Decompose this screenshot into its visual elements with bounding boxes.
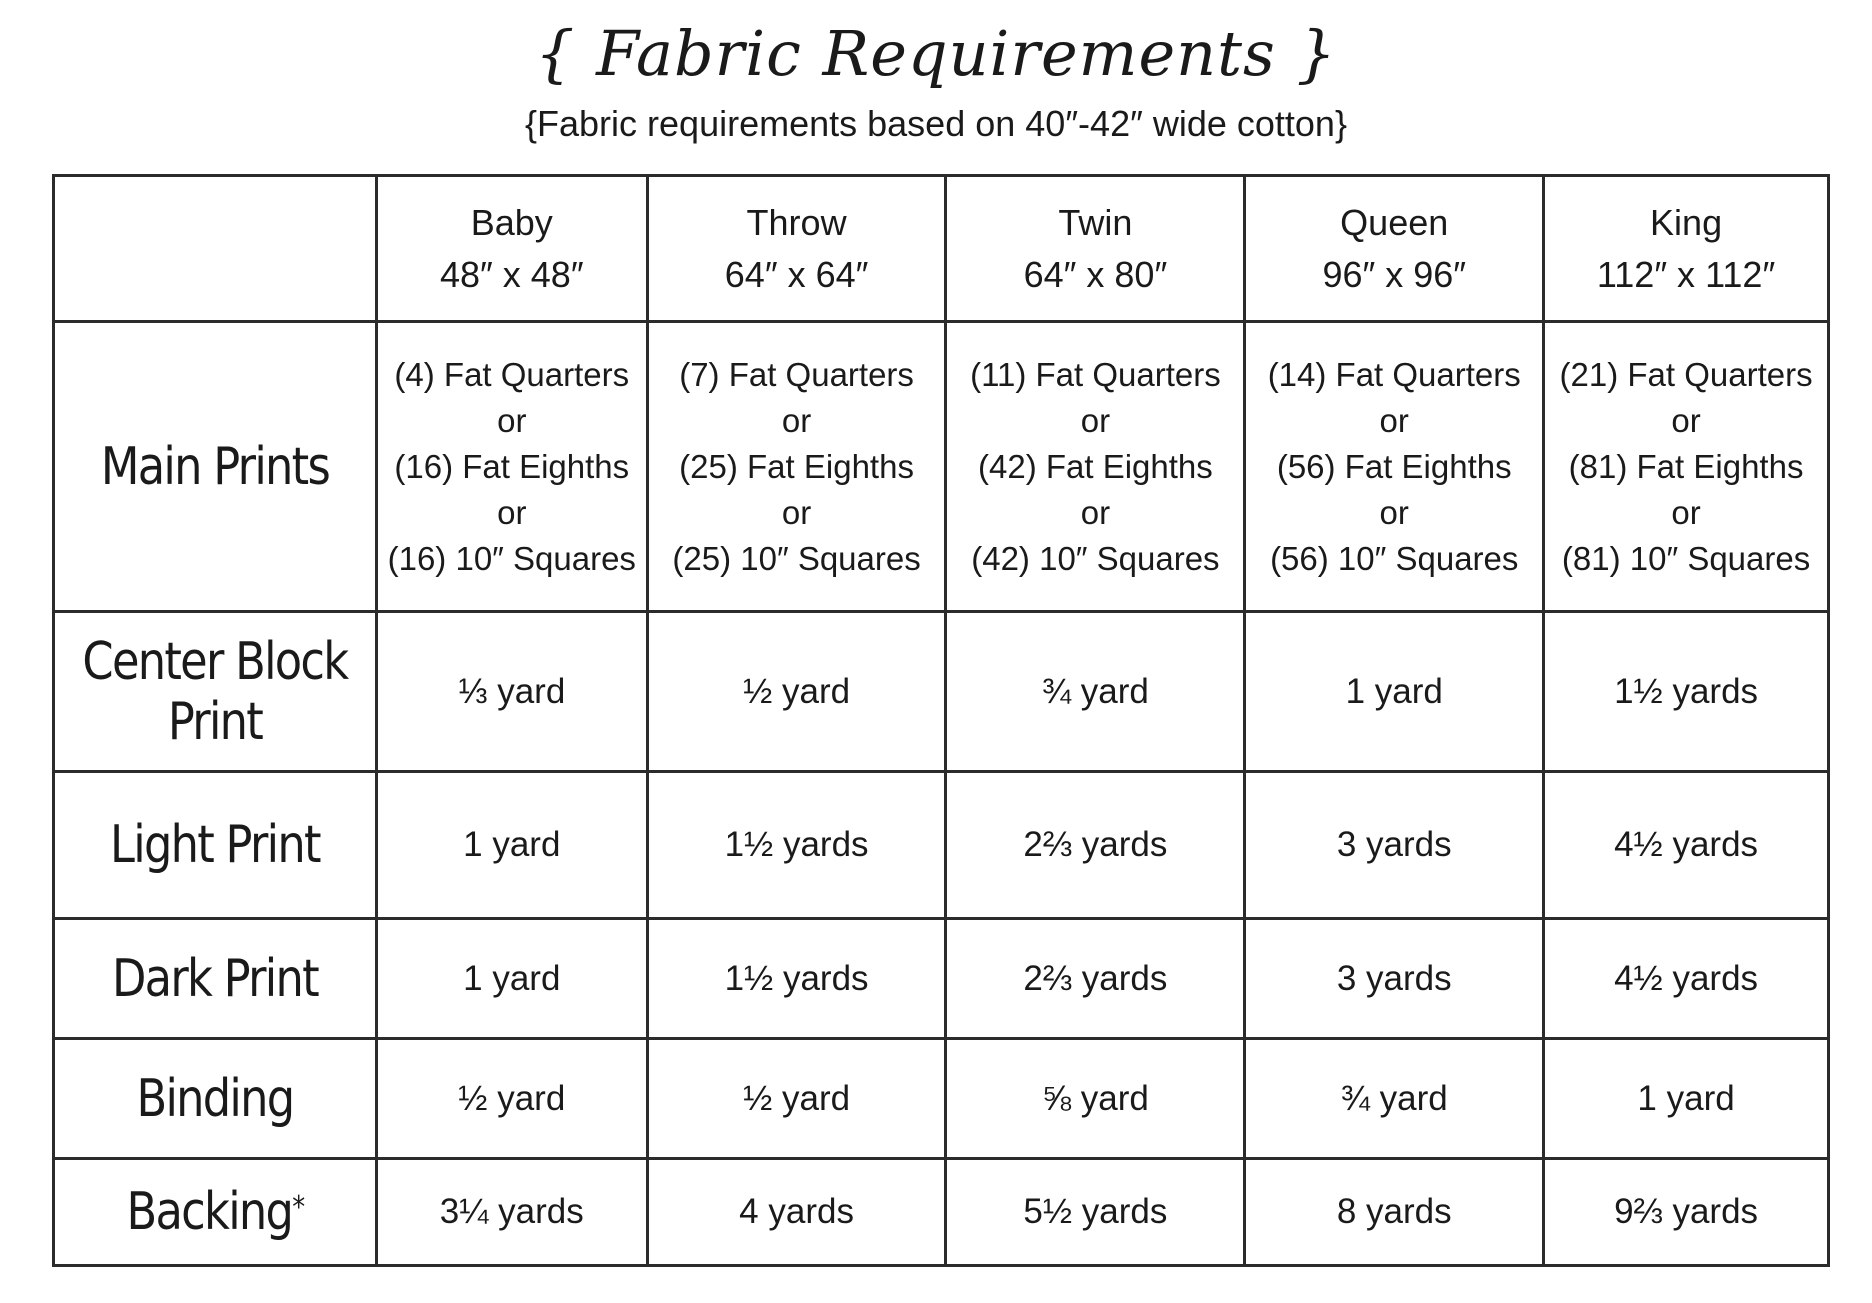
cell-line: (16) Fat Eighths <box>394 447 630 485</box>
main-prints-baby <box>376 322 647 612</box>
cell-line: (81) 10″ Squares <box>1561 539 1811 577</box>
asterisk-footnote-marker: * <box>292 1190 304 1225</box>
size-name: Throw <box>746 201 847 243</box>
row-label-line: Center Block <box>82 631 348 692</box>
binding-baby: ½ yard <box>376 1039 647 1159</box>
cell-line: (25) Fat Eighths <box>679 447 914 485</box>
table-header-row <box>54 176 1829 322</box>
size-name: King <box>1650 201 1723 243</box>
size-dims: 112″ x 112″ <box>1596 253 1776 295</box>
dark-print-twin: 2⅔ yards <box>946 919 1245 1039</box>
row-label-backing <box>77 1182 352 1242</box>
size-name: Baby <box>470 201 553 243</box>
page-title: { Fabric Requirements } <box>535 17 1337 90</box>
cell-line: or <box>781 401 812 439</box>
backing-queen: 8 yards <box>1245 1159 1544 1266</box>
header-size-throw <box>647 176 946 322</box>
binding-throw: ½ yard <box>647 1039 946 1159</box>
cell-line: (21) Fat Quarters <box>1559 355 1813 393</box>
backing-king: 9⅔ yards <box>1544 1159 1829 1266</box>
center-block-king: 1½ yards <box>1544 612 1829 772</box>
backing-throw: 4 yards <box>647 1159 946 1266</box>
dark-print-baby: 1 yard <box>376 919 647 1039</box>
header-size-baby <box>376 176 647 322</box>
row-label-cell <box>54 772 377 919</box>
header-size-king <box>1544 176 1829 322</box>
cell-line: (11) Fat Quarters <box>970 355 1221 393</box>
cell-line: (81) Fat Eighths <box>1568 447 1804 485</box>
page-subtitle: {Fabric requirements based on 40″-42″ wide cotton} <box>525 103 1347 144</box>
cell-line: or <box>1379 401 1409 439</box>
row-label-line: Print <box>167 691 263 752</box>
cell-line: or <box>497 493 527 531</box>
cell-line: or <box>1080 401 1111 439</box>
center-block-queen: 1 yard <box>1245 612 1544 772</box>
table-row-binding <box>54 1039 1829 1159</box>
cell-line: or <box>1080 493 1111 531</box>
dark-print-throw: 1½ yards <box>647 919 946 1039</box>
table-row-dark-print <box>54 919 1829 1039</box>
header-size-queen <box>1245 176 1544 322</box>
row-label-main-prints: Main Prints <box>100 436 330 497</box>
table-row-light-print <box>54 772 1829 919</box>
size-dims: 64″ x 80″ <box>1023 253 1168 295</box>
header-corner-cell <box>54 176 377 322</box>
row-label-cell <box>54 1039 377 1159</box>
row-label-binding: Binding <box>136 1068 294 1129</box>
cell-line: (7) Fat Quarters <box>679 355 914 393</box>
cell-line: (42) 10″ Squares <box>971 539 1220 577</box>
row-label-cell <box>54 919 377 1039</box>
size-name: Twin <box>1058 201 1133 243</box>
dark-print-queen: 3 yards <box>1245 919 1544 1039</box>
row-label-dark-print: Dark Print <box>111 948 318 1009</box>
center-block-baby: ⅓ yard <box>376 612 647 772</box>
cell-line: (42) Fat Eighths <box>978 447 1213 485</box>
row-label-cell <box>54 322 377 612</box>
backing-twin: 5½ yards <box>946 1159 1245 1266</box>
header-size-twin <box>946 176 1245 322</box>
main-prints-queen <box>1245 322 1544 612</box>
table-row-center-block <box>54 612 1829 772</box>
light-print-king: 4½ yards <box>1544 772 1829 919</box>
table-row-backing <box>54 1159 1829 1266</box>
cell-line: or <box>1671 401 1701 439</box>
row-label-light-print: Light Print <box>110 815 320 875</box>
row-label-text: Backing <box>126 1182 293 1242</box>
cell-line: (16) 10″ Squares <box>387 539 636 577</box>
light-print-baby: 1 yard <box>376 772 647 919</box>
cell-line: (56) 10″ Squares <box>1270 539 1519 577</box>
binding-king: 1 yard <box>1544 1039 1829 1159</box>
backing-baby: 3¼ yards <box>376 1159 647 1266</box>
center-block-throw: ½ yard <box>647 612 946 772</box>
size-name: Queen <box>1340 201 1449 243</box>
main-prints-king <box>1544 322 1829 612</box>
cell-line: or <box>497 401 527 439</box>
dark-print-king: 4½ yards <box>1544 919 1829 1039</box>
cell-line: (4) Fat Quarters <box>394 355 630 393</box>
size-dims: 64″ x 64″ <box>724 253 869 295</box>
light-print-queen: 3 yards <box>1245 772 1544 919</box>
cell-line: or <box>1671 493 1701 531</box>
fabric-requirements-table <box>52 174 1830 1267</box>
cell-line: (14) Fat Quarters <box>1267 355 1521 393</box>
table-row-main-prints <box>54 322 1829 612</box>
row-label-cell <box>54 612 377 772</box>
cell-line: or <box>781 493 812 531</box>
row-label-center-block <box>77 632 352 752</box>
cell-line: (56) Fat Eighths <box>1276 447 1512 485</box>
binding-twin: ⅝ yard <box>946 1039 1245 1159</box>
binding-queen: ¾ yard <box>1245 1039 1544 1159</box>
main-prints-twin <box>946 322 1245 612</box>
size-dims: 96″ x 96″ <box>1322 253 1467 295</box>
main-prints-throw <box>647 322 946 612</box>
center-block-twin: ¾ yard <box>946 612 1245 772</box>
cell-line: or <box>1379 493 1409 531</box>
light-print-twin: 2⅔ yards <box>946 772 1245 919</box>
light-print-throw: 1½ yards <box>647 772 946 919</box>
row-label-cell <box>54 1159 377 1266</box>
size-dims: 48″ x 48″ <box>439 253 584 295</box>
cell-line: (25) 10″ Squares <box>672 539 921 577</box>
